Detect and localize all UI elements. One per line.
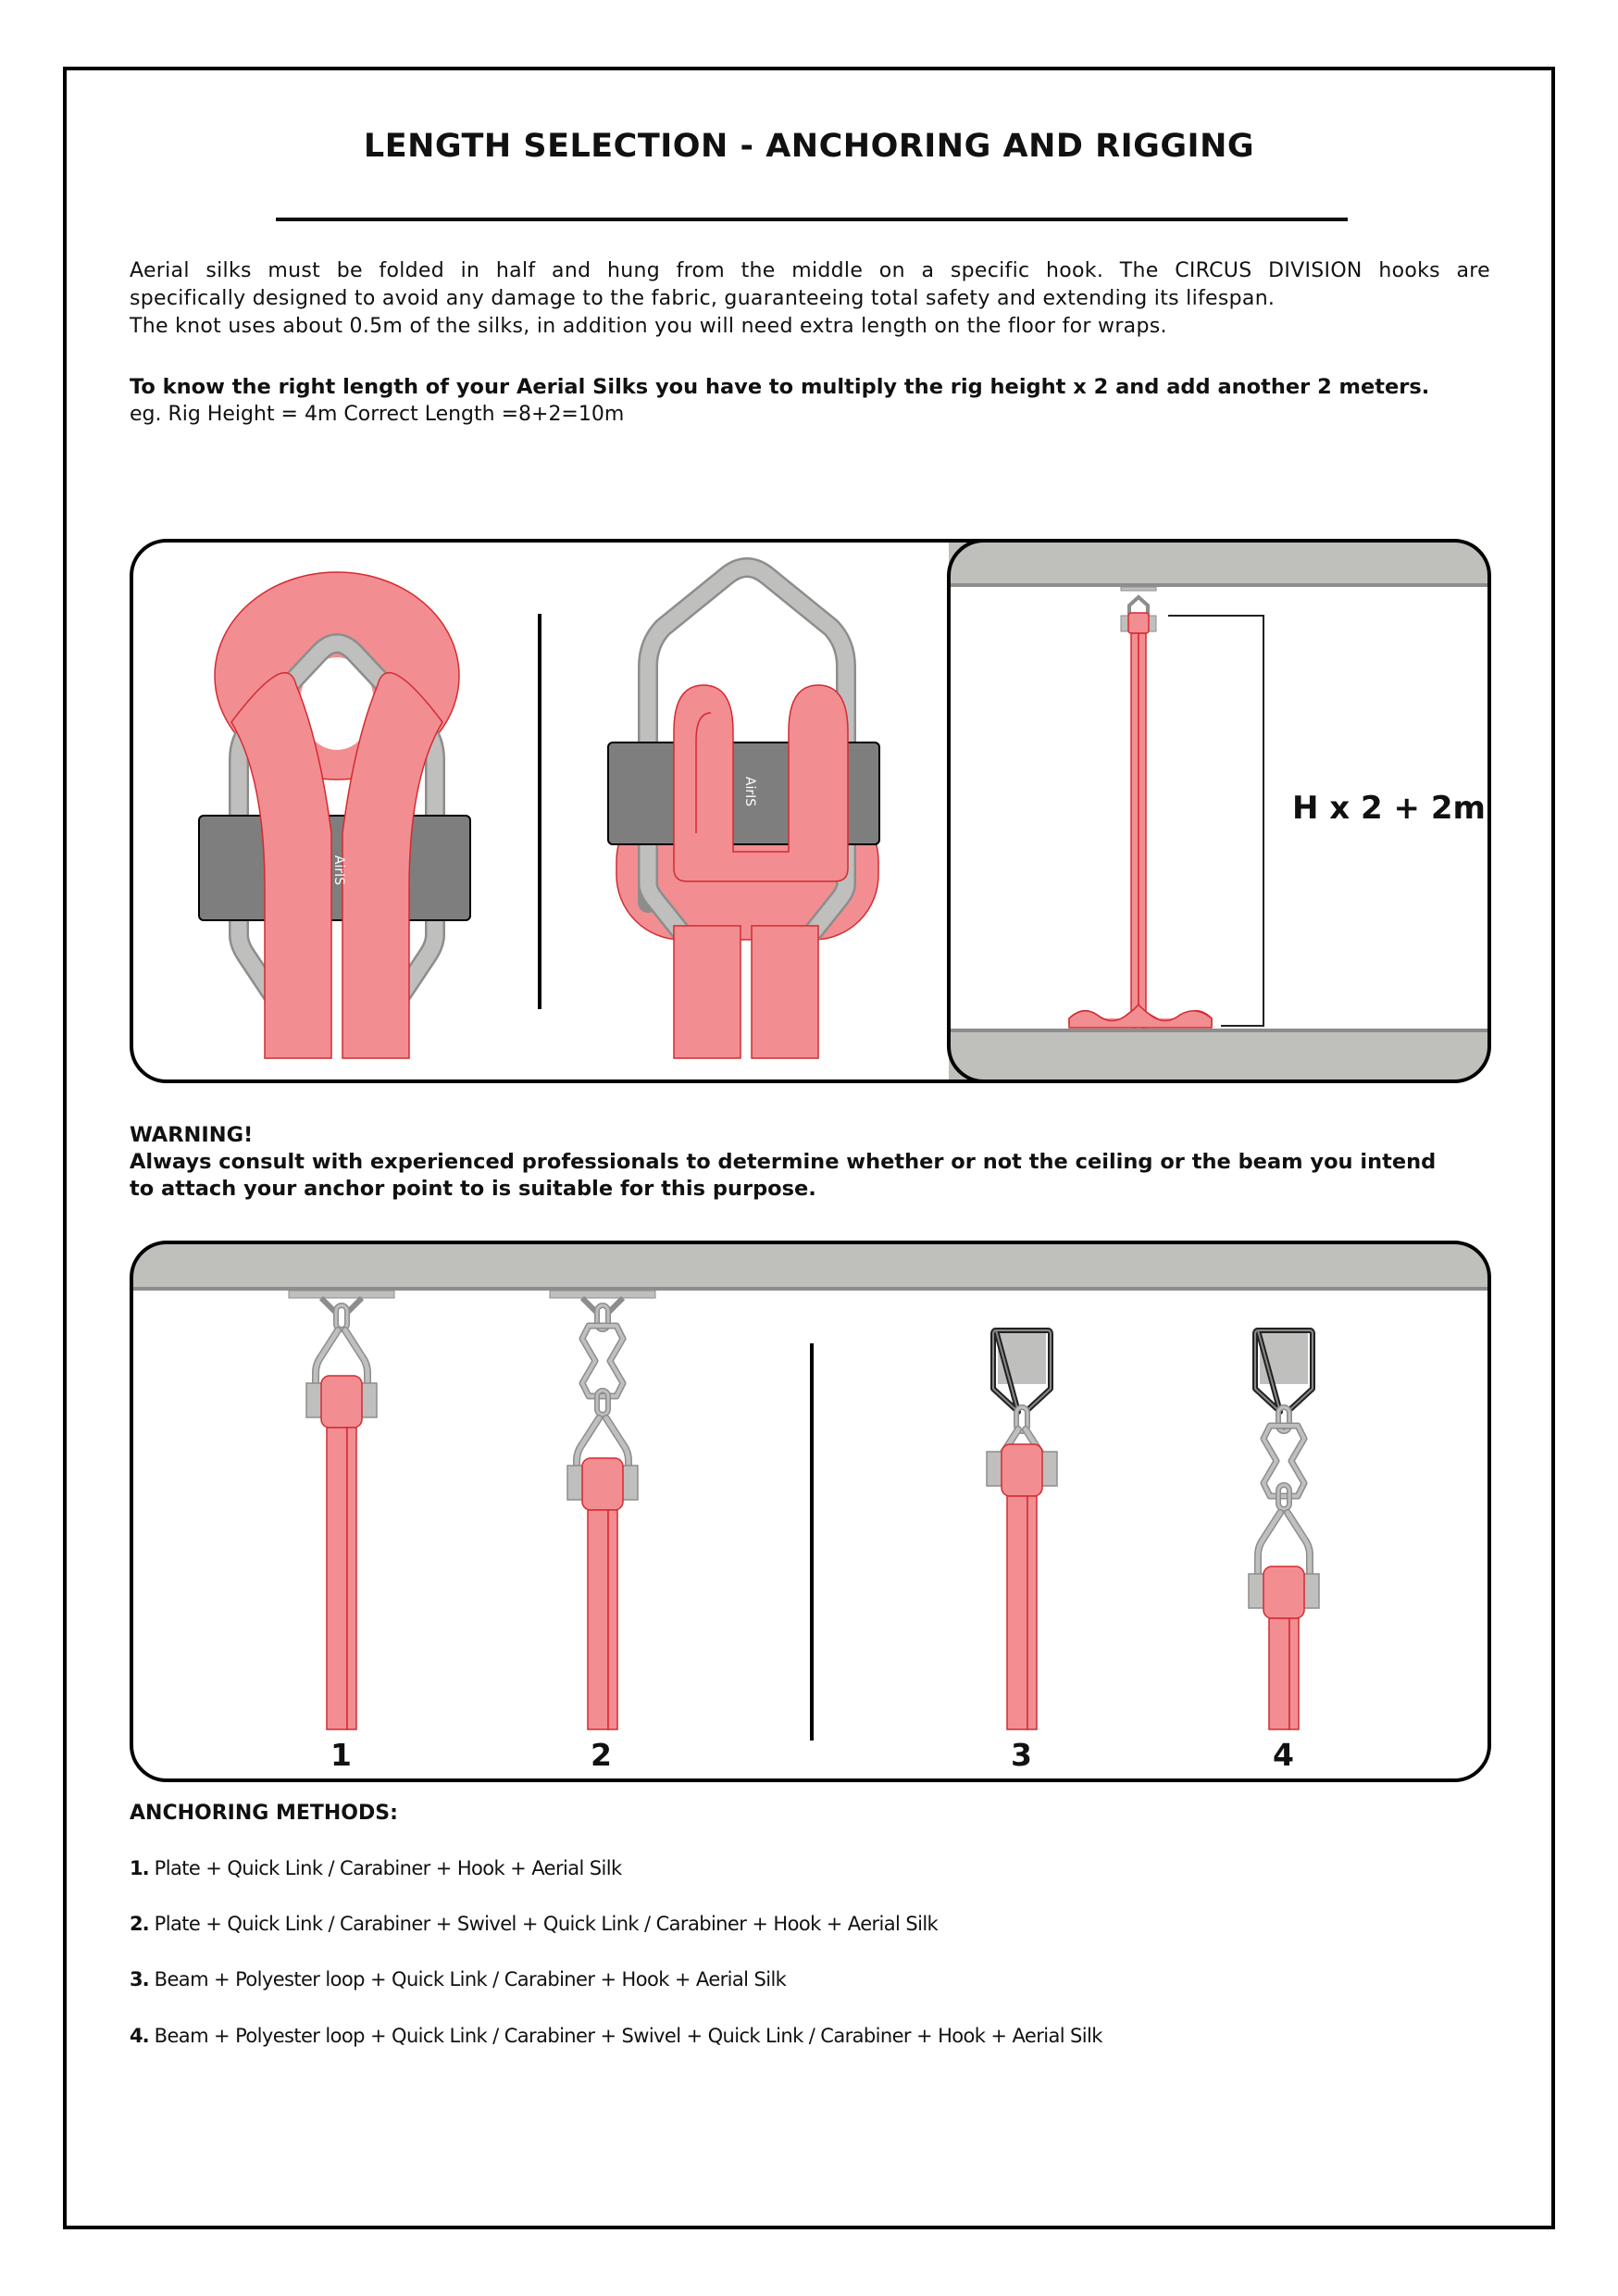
warning-block xyxy=(130,1122,1490,1203)
intro-line-3: The knot uses about 0.5m of the silks, in addition you will need extra length on the floor for wraps. xyxy=(130,315,1167,338)
method-item-4 xyxy=(130,2025,1102,2047)
hook-logo-icon: AirIS xyxy=(742,776,757,807)
silk-strip xyxy=(347,1428,356,1729)
ceiling-plate xyxy=(550,1291,655,1298)
silk-knot xyxy=(582,1458,623,1510)
silk-knot xyxy=(321,1376,362,1428)
silk-strip xyxy=(588,1510,608,1729)
intro-line-1: Aerial silks must be folded in half and hung from the middle on a specific hook. The CIRCUS DIVISION hooks are xyxy=(130,259,1490,282)
method-text: Beam + Polyester loop + Quick Link / Carabiner + Swivel + Quick Link / Carabiner + Hook + Aerial Silk xyxy=(154,2025,1102,2047)
warning-heading: WARNING! xyxy=(130,1123,254,1147)
method-label-3: 3 xyxy=(1011,1737,1032,1773)
silk-strip xyxy=(608,1510,617,1729)
warning-line-2: to attach your anchor point to is suitable for this purpose. xyxy=(130,1177,816,1201)
ceiling-plate xyxy=(289,1291,394,1298)
method-item-2 xyxy=(130,1913,938,1935)
method-item-3 xyxy=(130,1968,786,1990)
ceiling-band xyxy=(949,541,1504,586)
silk-strip xyxy=(1269,1618,1289,1729)
ceiling-band xyxy=(131,1242,1489,1290)
floor-band xyxy=(949,1030,1504,1086)
anchoring-panel xyxy=(131,1242,1489,1780)
page-title: LENGTH SELECTION - ANCHORING AND RIGGING xyxy=(363,128,1255,165)
method-label-4: 4 xyxy=(1273,1737,1294,1773)
hook-logo-icon: AirIS xyxy=(331,855,346,886)
silk-strip xyxy=(1007,1496,1027,1729)
method-label-1: 1 xyxy=(330,1737,352,1773)
method-label-2: 2 xyxy=(591,1737,612,1773)
warning-line-1: Always consult with experienced professionals to determine whether or not the ceiling or the beam you intend xyxy=(130,1150,1437,1174)
silk-strip xyxy=(327,1428,347,1729)
length-rule: To know the right length of your Aerial Silks you have to multiply the rig height x 2 and add another 2 meters. xyxy=(130,375,1430,399)
silk-strip xyxy=(1289,1618,1299,1729)
method-text: Plate + Quick Link / Carabiner + Hook + Aerial Silk xyxy=(154,1857,622,1879)
method-number: 2. xyxy=(130,1913,149,1935)
length-formula: H x 2 + 2m xyxy=(1292,790,1486,827)
intro-line-2: specifically designed to avoid any damage to the fabric, guaranteeing total safety and extending its lifespan. xyxy=(130,287,1276,310)
methods-title: ANCHORING METHODS: xyxy=(130,1802,398,1825)
method-item-1 xyxy=(130,1857,622,1879)
method-text: Plate + Quick Link / Carabiner + Swivel + Quick Link / Carabiner + Hook + Aerial Silk xyxy=(154,1913,939,1935)
length-example: eg. Rig Height = 4m Correct Length =8+2=10m xyxy=(130,403,625,426)
silk-knot xyxy=(1002,1444,1042,1496)
silk-strip xyxy=(1027,1496,1037,1729)
method-number: 3. xyxy=(130,1968,149,1990)
method-number: 4. xyxy=(130,2025,149,2047)
method-text: Beam + Polyester loop + Quick Link / Carabiner + Hook + Aerial Silk xyxy=(154,1968,787,1990)
method-number: 1. xyxy=(130,1857,149,1879)
silk-knot xyxy=(1263,1566,1304,1618)
